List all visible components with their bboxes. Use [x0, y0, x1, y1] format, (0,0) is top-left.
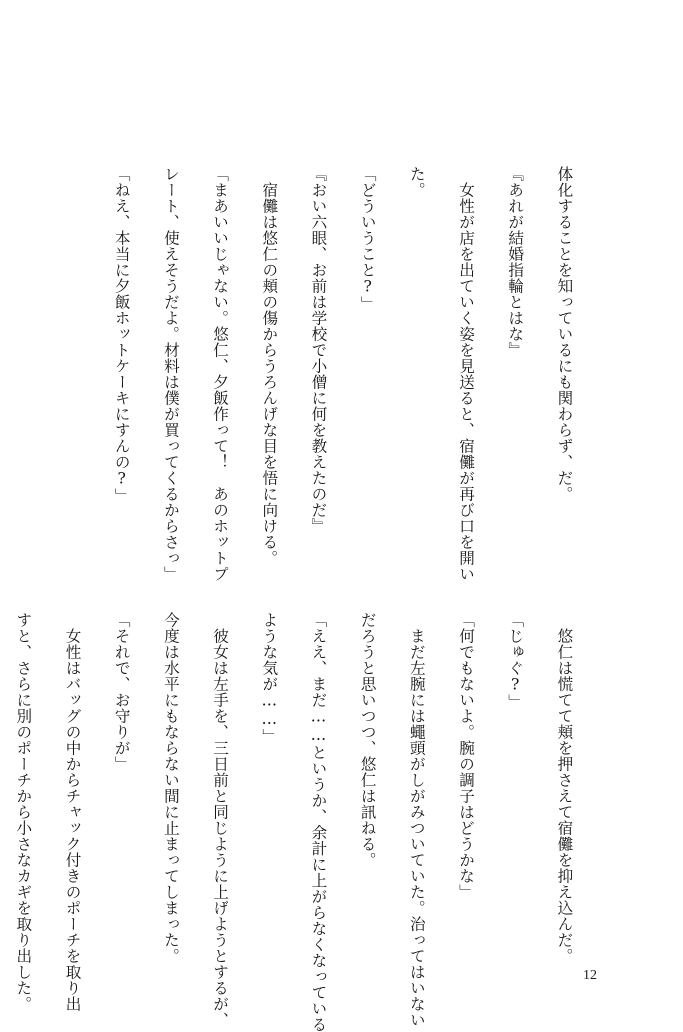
text-line: 「どういうこと?」	[358, 165, 377, 313]
text-line: だろうと思いつつ、悠仁は訊ねる。	[358, 611, 377, 868]
text-line: すと、さらに別のポーチから小さなカギを取り出した。	[14, 611, 33, 1012]
page-number: 12	[583, 968, 597, 983]
text-line: 体化することを知っているにも関わらず、だ。	[555, 165, 574, 502]
text-line: 「ええ、まだ……というか、余計に上がらなくなっている	[309, 611, 328, 1032]
text-line: 宿儺は悠仁の頬の傷からうろんげな目を悟に向ける。	[260, 165, 279, 566]
text-line: レート、使えそうだよ。材料は僕が買ってくるからさっ」	[161, 165, 180, 582]
text-line: た。	[407, 165, 426, 198]
text-line: 「何でもないよ。腕の調子はどうかな」	[457, 611, 476, 900]
text-line: 「じゅぐ?」	[506, 611, 525, 711]
text-line: ような気が……」	[260, 611, 279, 745]
text-line: 彼女は左手を、三日前と同じように上げようとするが、	[211, 611, 230, 1028]
text-line: 今度は水平にもならない間に止まってしまった。	[161, 611, 180, 964]
text-line: 『あれが結婚指輪とはな』	[506, 165, 525, 358]
text-line: 女性が店を出ていく姿を見送ると、宿儺が再び口を開い	[457, 165, 476, 582]
text-line: 悠仁は慌てて頬を押さえて宿儺を抑え込んだ。	[555, 611, 574, 964]
text-line: 女性はバッグの中からチャック付きのポーチを取り出	[63, 611, 82, 1012]
text-block-top	[0, 92, 601, 582]
text-line: 「それで、お守りが」	[112, 611, 131, 772]
text-line: 「ねえ、本当に夕飯ホットケーキにすんの?」	[112, 165, 131, 505]
text-line: 「まあいいじゃない。悠仁、夕飯作って！ あのホットプ	[211, 165, 230, 582]
text-line: 『おい六眼、お前は学校で小僧に何を教えたのだ』	[309, 165, 328, 534]
text-line: まだ左腕には蠅頭がしがみついていた。治ってはいない	[407, 611, 426, 1028]
